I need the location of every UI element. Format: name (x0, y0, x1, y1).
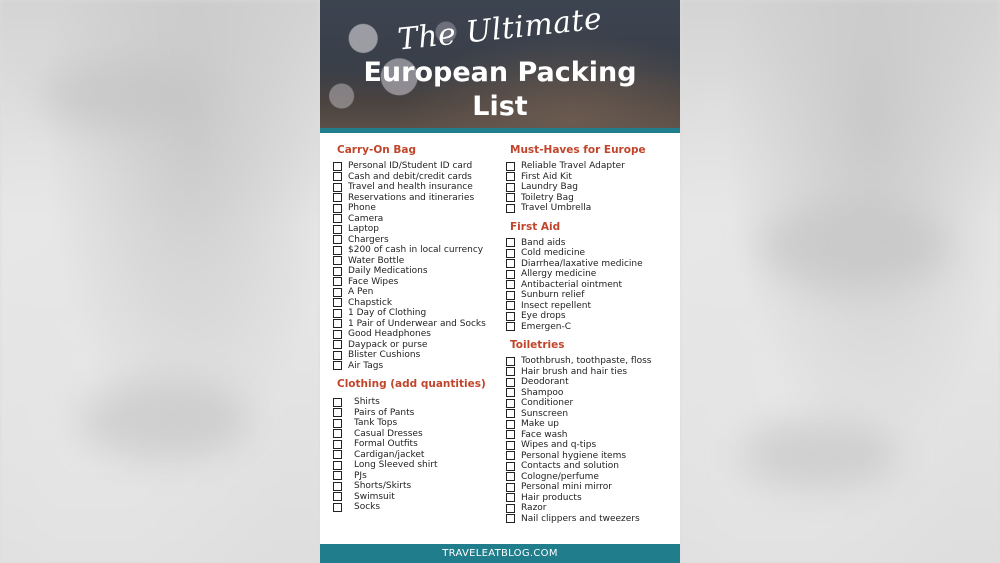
checklist-item-label: PJs (354, 470, 367, 481)
checkbox-icon[interactable] (333, 408, 342, 417)
checklist-item (333, 471, 503, 482)
checkbox-icon[interactable] (333, 162, 342, 171)
checklist-item-label: Toothbrush, toothpaste, floss (521, 356, 652, 367)
checklist-item (333, 256, 503, 267)
checklist-item-label: 1 Pair of Underwear and Socks (348, 318, 486, 329)
checklist-item-label: Water Bottle (348, 255, 405, 266)
checkbox-icon[interactable] (333, 246, 342, 255)
checkbox-icon[interactable] (333, 214, 342, 223)
checkbox-icon[interactable] (506, 409, 515, 418)
checkbox-icon[interactable] (333, 351, 342, 360)
checklist-item (333, 287, 503, 298)
checklist-item-label: Razor (521, 503, 547, 514)
title-line-2: List (472, 91, 528, 122)
checklist-item (333, 193, 503, 204)
checklist-item-label: Phone (348, 203, 376, 214)
checkbox-icon[interactable] (506, 451, 515, 460)
checkbox-icon[interactable] (333, 503, 342, 512)
checklist-item (333, 450, 503, 461)
checklist-item (506, 451, 676, 462)
checklist-item (333, 340, 503, 351)
section-title: Toiletries (510, 339, 565, 351)
checkbox-icon[interactable] (506, 483, 515, 492)
checklist-item-label: Contacts and solution (521, 461, 619, 472)
checklist-item (333, 502, 503, 513)
checkbox-icon[interactable] (333, 288, 342, 297)
checklist-item (333, 492, 503, 503)
checklist-item (506, 248, 676, 259)
checklist-item (506, 280, 676, 291)
checkbox-icon[interactable] (333, 330, 342, 339)
checklist-item-label: Chapstick (348, 297, 393, 308)
checklist-item-label: Long Sleeved shirt (354, 460, 438, 471)
checklist-item (333, 203, 503, 214)
checkbox-icon[interactable] (506, 238, 515, 247)
checkbox-icon[interactable] (333, 492, 342, 501)
checkbox-icon[interactable] (333, 267, 342, 276)
checkbox-icon[interactable] (506, 312, 515, 321)
checkbox-icon[interactable] (333, 482, 342, 491)
checkbox-icon[interactable] (333, 298, 342, 307)
checkbox-icon[interactable] (333, 471, 342, 480)
checklist-item (506, 461, 676, 472)
section-carry-on (333, 143, 503, 371)
checklist-item-label: Socks (354, 502, 381, 513)
checklist-item (506, 238, 676, 249)
checklist-item (333, 245, 503, 256)
checkbox-icon[interactable] (506, 388, 515, 397)
checklist-item-label: Sunscreen (521, 408, 569, 419)
checklist-item-label: Conditioner (521, 398, 574, 409)
checklist-item-label: Travel and health insurance (348, 182, 473, 193)
checklist-item (333, 439, 503, 450)
checklist-item-label: Wipes and q-tips (521, 440, 597, 451)
checklist-item-label: Personal hygiene items (521, 450, 627, 461)
checklist-item-label: Eye drops (521, 311, 566, 322)
checklist-item-label: A Pen (348, 287, 374, 298)
checklist-item-label: Formal Outfits (354, 439, 418, 450)
checklist-item (506, 269, 676, 280)
checklist-item (506, 161, 676, 172)
checklist-item-label: Hair products (521, 492, 582, 503)
checklist-item (506, 440, 676, 451)
checklist-item (506, 430, 676, 441)
checklist-item (333, 182, 503, 193)
checklist-item-label: Camera (348, 213, 384, 224)
checklist-item-label: Face wash (521, 429, 568, 440)
checkbox-icon[interactable] (333, 256, 342, 265)
checklist-item-label: Cash and debit/credit cards (348, 171, 472, 182)
checkbox-icon[interactable] (506, 378, 515, 387)
checklist-item-label: $200 of cash in local currency (348, 245, 484, 256)
checkbox-icon[interactable] (506, 280, 515, 289)
checklist-item (506, 514, 676, 525)
checklist-item (506, 290, 676, 301)
checkbox-icon[interactable] (333, 461, 342, 470)
section-title: Clothing (add quantities) (337, 378, 486, 390)
checklist-item-label: Insect repellent (521, 300, 591, 311)
background-smudge (760, 200, 950, 290)
footer-url: TRAVELEATBLOG.COM (320, 544, 680, 563)
checkbox-icon[interactable] (333, 429, 342, 438)
checklist-item-label: Blister Cushions (348, 350, 421, 361)
checkbox-icon[interactable] (333, 193, 342, 202)
checklist-item-label: Tank Tops (354, 418, 398, 429)
checklist (506, 356, 676, 524)
checklist-item (506, 482, 676, 493)
checkbox-icon[interactable] (506, 183, 515, 192)
checklist-item-label: Travel Umbrella (521, 203, 592, 214)
checklist-item (333, 397, 503, 408)
checkbox-icon[interactable] (333, 340, 342, 349)
checklist-item (333, 235, 503, 246)
checklist-item (506, 182, 676, 193)
checklist-item-label: Daypack or purse (348, 339, 428, 350)
checkbox-icon[interactable] (506, 291, 515, 300)
checkbox-icon[interactable] (506, 322, 515, 331)
section-title: Carry-On Bag (337, 144, 417, 156)
background-smudge (740, 420, 900, 490)
checkbox-icon[interactable] (506, 259, 515, 268)
section-toiletries (506, 338, 676, 524)
checklist (506, 161, 676, 214)
checklist-item (506, 472, 676, 483)
checklist-item-label: Reliable Travel Adapter (521, 161, 625, 172)
checkbox-icon[interactable] (506, 420, 515, 429)
checklist-item-label: Band aids (521, 237, 566, 248)
checkbox-icon[interactable] (506, 162, 515, 171)
checklist-item-label: Shorts/Skirts (354, 481, 412, 492)
checklist-item-label: Reservations and itineraries (348, 192, 475, 203)
checkbox-icon[interactable] (506, 270, 515, 279)
checklist-item-label: Shampoo (521, 387, 564, 398)
checklist-item (333, 329, 503, 340)
checklist-item (333, 429, 503, 440)
checkbox-icon[interactable] (506, 399, 515, 408)
checklist-item (333, 319, 503, 330)
checklist-item-label: Cardigan/jacket (354, 449, 425, 460)
checkbox-icon[interactable] (333, 183, 342, 192)
section-title: Must-Haves for Europe (510, 144, 646, 156)
checklist-item (506, 259, 676, 270)
checklist-item-label: Antibacterial ointment (521, 279, 622, 290)
checkbox-icon[interactable] (506, 514, 515, 523)
checklist-item-label: Laundry Bag (521, 182, 578, 193)
checklist-item-label: Cold medicine (521, 248, 586, 259)
checkbox-icon[interactable] (506, 441, 515, 450)
checklist-item-label: Deodorant (521, 377, 569, 388)
title-line-1: European Packing (363, 57, 637, 88)
checklist-item-label: 1 Day of Clothing (348, 308, 427, 319)
checkbox-icon[interactable] (333, 450, 342, 459)
checklist (333, 397, 503, 513)
checklist-item-label: Diarrhea/laxative medicine (521, 258, 643, 269)
checkbox-icon[interactable] (333, 204, 342, 213)
checklist-item (333, 214, 503, 225)
checkbox-icon[interactable] (506, 462, 515, 471)
checklist-item-label: Laptop (348, 224, 379, 235)
checkbox-icon[interactable] (506, 301, 515, 310)
checklist-item (506, 493, 676, 504)
checklist-item (506, 367, 676, 378)
section-must-haves (506, 143, 676, 214)
checklist-item-label: Face Wipes (348, 276, 399, 287)
checkbox-icon[interactable] (333, 361, 342, 370)
checklist-item (333, 298, 503, 309)
checkbox-icon[interactable] (333, 398, 342, 407)
checklist-item (333, 361, 503, 372)
checklist-item (506, 419, 676, 430)
checklist-item-label: Nail clippers and tweezers (521, 513, 640, 524)
checkbox-icon[interactable] (506, 204, 515, 213)
checklist-item (506, 377, 676, 388)
checklist-item (506, 172, 676, 183)
checkbox-icon[interactable] (506, 472, 515, 481)
checklist-item-label: Swimsuit (354, 491, 395, 502)
checklist-item (333, 161, 503, 172)
checkbox-icon[interactable] (333, 319, 342, 328)
checklist-item (333, 350, 503, 361)
checkbox-icon[interactable] (506, 504, 515, 513)
title-script: The Ultimate (396, 1, 604, 58)
right-column (506, 133, 676, 524)
checklist-item-label: Sunburn relief (521, 290, 585, 301)
checkbox-icon[interactable] (333, 277, 342, 286)
checklist-item (506, 311, 676, 322)
checkbox-icon[interactable] (333, 419, 342, 428)
checklist-item-label: Daily Medications (348, 266, 428, 277)
checkbox-icon[interactable] (506, 493, 515, 502)
checklist-item-label: Air Tags (348, 360, 384, 371)
poster-title (320, 56, 680, 124)
checklist-item (333, 481, 503, 492)
checklist-item-label: Hair brush and hair ties (521, 366, 628, 377)
checkbox-icon[interactable] (506, 249, 515, 258)
checkbox-icon[interactable] (333, 309, 342, 318)
checklist-item-label: Chargers (348, 234, 389, 245)
checklist-item (506, 356, 676, 367)
checklist-item (333, 224, 503, 235)
checkbox-icon[interactable] (506, 172, 515, 181)
section-first-aid (506, 220, 676, 333)
checklist-item (333, 266, 503, 277)
checkbox-icon[interactable] (506, 193, 515, 202)
checklist-item (333, 277, 503, 288)
checklist-item (506, 193, 676, 204)
checklist-item-label: First Aid Kit (521, 171, 572, 182)
checklist-item-label: Make up (521, 419, 559, 430)
checklist-item (333, 308, 503, 319)
checklist-item (506, 388, 676, 399)
checklist-item-label: Shirts (354, 397, 380, 408)
section-clothing (333, 377, 503, 513)
checklist-item (333, 172, 503, 183)
left-column (333, 133, 503, 513)
checklist-item-label: Good Headphones (348, 329, 431, 340)
checkbox-icon[interactable] (333, 235, 342, 244)
checklist-item-label: Casual Dresses (354, 428, 423, 439)
checkbox-icon[interactable] (333, 172, 342, 181)
checklist-item (333, 408, 503, 419)
checklist-item-label: Toiletry Bag (521, 192, 574, 203)
checkbox-icon[interactable] (506, 430, 515, 439)
hero-header (320, 0, 680, 128)
checklist-item-label: Emergen-C (521, 321, 572, 332)
checklist-item (506, 409, 676, 420)
packing-list-poster (320, 0, 680, 563)
checklist-item (506, 203, 676, 214)
checklist-item-label: Allergy medicine (521, 269, 597, 280)
checkbox-icon[interactable] (506, 357, 515, 366)
background-smudge (80, 380, 250, 460)
checklist-item (333, 418, 503, 429)
checklist-item (506, 301, 676, 312)
background-smudge (40, 60, 200, 130)
checklist-item (506, 398, 676, 409)
checklist-item-label: Personal ID/Student ID card (348, 161, 473, 172)
checklist-item (333, 460, 503, 471)
checkbox-icon[interactable] (333, 225, 342, 234)
checklist (333, 161, 503, 371)
checkbox-icon[interactable] (333, 440, 342, 449)
checklist-item (506, 503, 676, 514)
checklist-item-label: Cologne/perfume (521, 471, 599, 482)
section-title: First Aid (510, 220, 561, 233)
checklist-item-label: Personal mini mirror (521, 482, 612, 493)
checklist-item-label: Pairs of Pants (354, 407, 415, 418)
checklist-item (506, 322, 676, 333)
checkbox-icon[interactable] (506, 367, 515, 376)
checklist (506, 238, 676, 333)
